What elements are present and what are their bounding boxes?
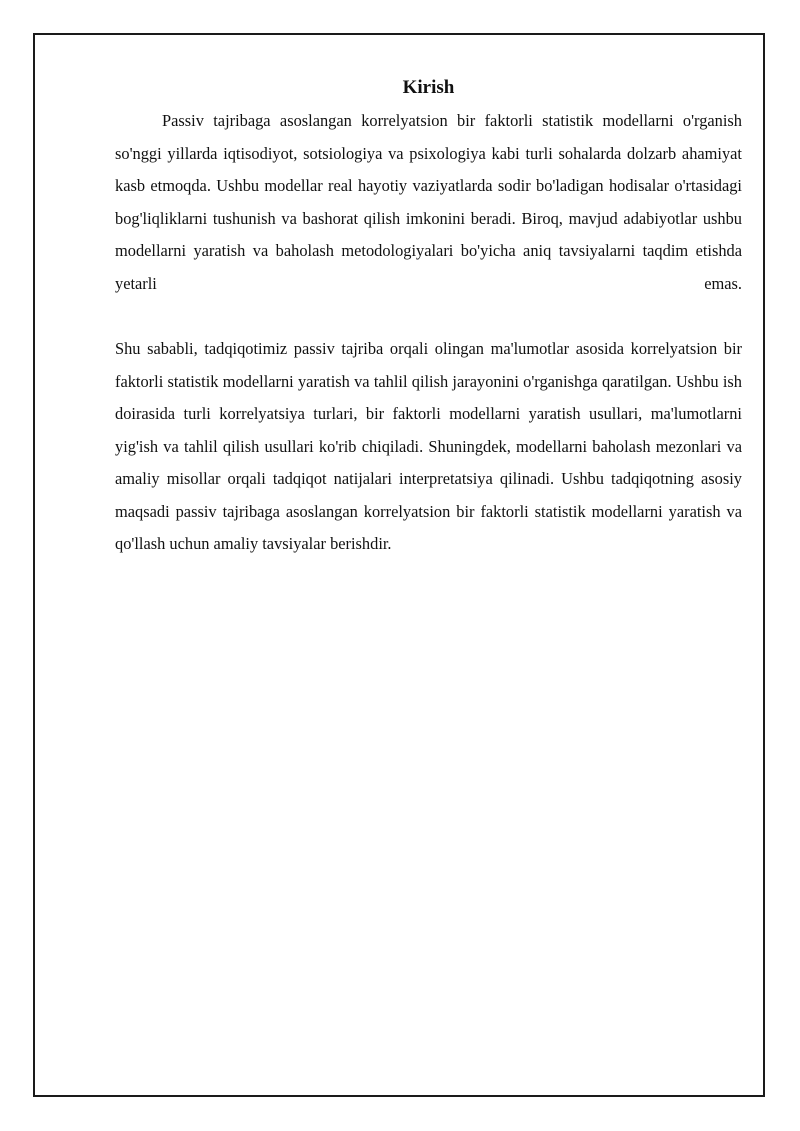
- paragraph-spacer: [115, 300, 742, 333]
- page-title: Kirish: [402, 77, 455, 98]
- paragraph-purpose: Shu sababli, tadqiqotimiz passiv tajriba orqali olingan ma'lumotlar asosida korrelyatsion bir faktorli statistik modellarni yaratish va tahlil qilish jarayonini o'rganishga qaratilgan. Ushbu ish doirasida turli korrelyatsiya turlari, bir faktorli modellarni yaratish usullari, ma'lumotlarni yig'ish va tahlil qilish usullari ko'rib chiqiladi. Shuningdek, modellarni baholash mezonlari va amaliy misollar orqali tadqiqot natijalari interpretatsiya qilinadi. Ushbu tadqiqotning asosiy maqsadi passiv tajribaga asoslangan korrelyatsion bir faktorli statistik modellarni yaratish va qo'llash uchun amaliy tavsiyalar berishdir.: [115, 339, 742, 553]
- document-body: [115, 74, 742, 561]
- paragraph-intro: Passiv tajribaga asoslangan korrelyatsion bir faktorli statistik modellarni o'rganish so'nggi yillarda iqtisodiyot, sotsiologiya va psixologiya kabi turli sohalarda dolzarb ahamiyat kasb etmoqda. Ushbu modellar real hayotiy vaziyatlarda sodir bo'ladigan hodisalar o'rtasidagi bog'liqliklarni tushunish va bashorat qilish imkonini beradi. Biroq, mavjud adabiyotlar ushbu modellarni yaratish va baholash metodologiyalari bo'yicha aniq tavsiyalarni taqdim etishda yetarli emas.: [115, 111, 742, 293]
